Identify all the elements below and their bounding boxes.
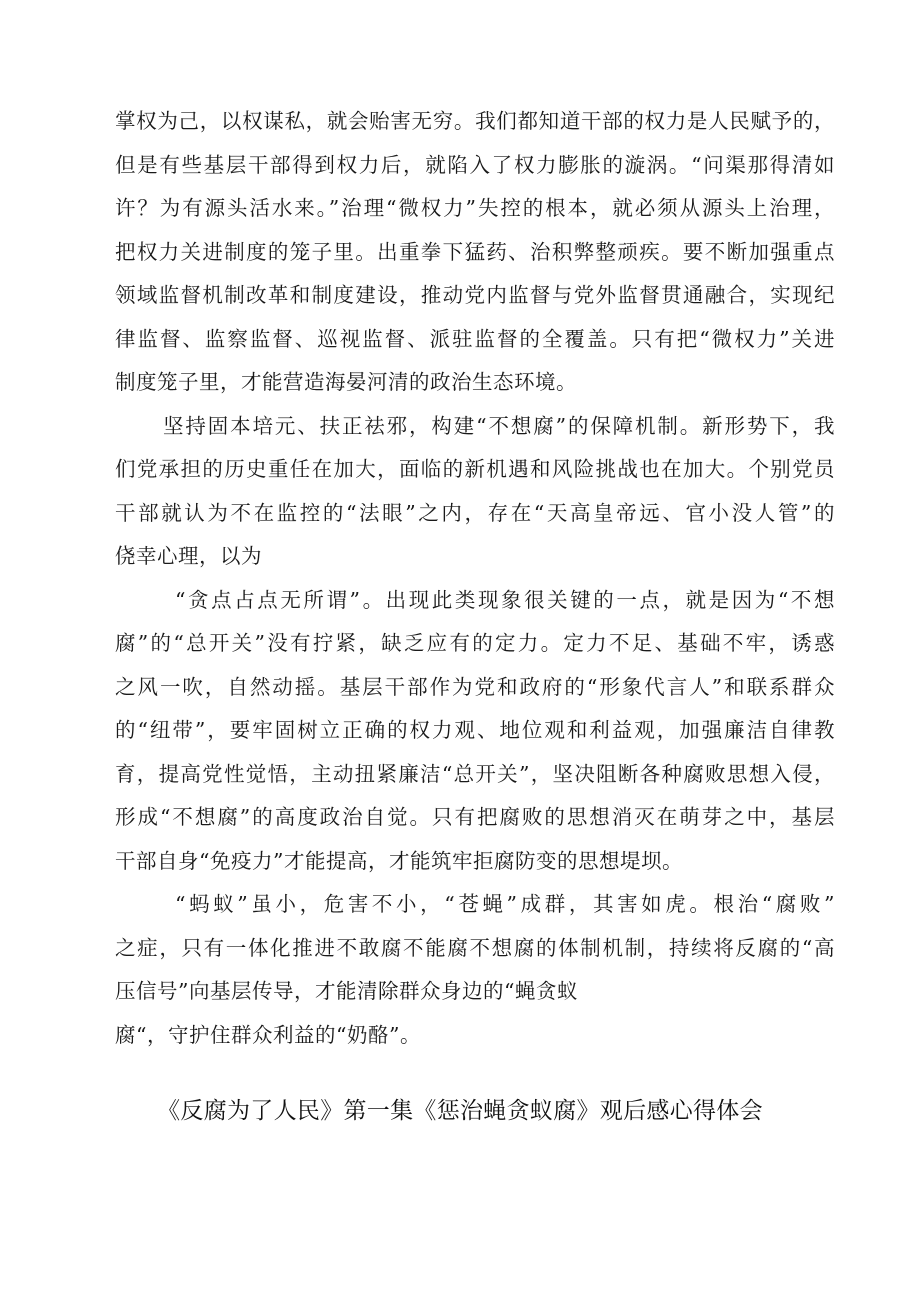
text-line: 掌权为己，以权谋私，就会贻害无穷。我们都知道干部的权力是人民赋予的， (115, 109, 835, 133)
text-line: 之症，只有一体化推进不敢腐不能腐不想腐的体制机制，持续将反腐的“高 (115, 935, 835, 960)
text-line: 制度笼子里，才能营造海晏河清的政治生态环境。 (115, 370, 577, 394)
paragraph-first-line: “蚂蚁”虽小，危害不小，“苍蝇”成群，其害如虎。根治“腐败” (175, 892, 835, 916)
text-line: 许？为有源头活水来。”治理“微权力”失控的根本，就必须从源头上治理， (115, 196, 835, 220)
text-line: 们党承担的历史重任在加大，面临的新机遇和风险挑战也在加大。个别党员 (115, 457, 835, 481)
text-line: 压信号”向基层传导，才能清除群众身边的“蝇贪蚁 (115, 979, 578, 1003)
text-line: 腐“，守护住群众利益的“奶酪”。 (115, 1022, 421, 1047)
paragraph-first-line: 坚持固本培元、扶正祛邪，构建“不想腐”的保障机制。新形势下，我 (163, 413, 835, 438)
text-line: 律监督、监察监督、巡视监督、派驻监督的全覆盖。只有把“微权力”关进 (115, 326, 835, 351)
document-title: 《反腐为了人民》第一集《惩治蝇贪蚁腐》观后感心得体会 (157, 1098, 763, 1124)
text-line: 干部就认为不在监控的“法眼”之内，存在“天高皇帝远、官小没人管”的 (115, 500, 835, 525)
text-line: 但是有些基层干部得到权力后，就陷入了权力膨胀的漩涡。“问渠那得清如 (115, 152, 835, 177)
text-line: 侥幸心理，以为 (115, 544, 262, 568)
text-line: 领域监督机制改革和制度建设，推动党内监督与党外监督贯通融合，实现纪 (115, 283, 835, 307)
text-line: 把权力关进制度的笼子里。出重拳下猛药、治积弊整顽疾。要不断加强重点 (115, 239, 835, 264)
text-line: 育，提高党性觉悟，主动扭紧廉洁“总开关”，坚决阻断各种腐败思想入侵， (115, 761, 835, 786)
text-line: 干部自身“免疫力”才能提高，才能筑牢拒腐防变的思想堤坝。 (115, 848, 683, 873)
text-line: 之风一吹，自然动摇。基层干部作为党和政府的“形象代言人”和联系群众 (115, 674, 835, 699)
text-line: 腐”的“总开关”没有拧紧，缺乏应有的定力。定力不足、基础不牢，诱惑 (115, 631, 835, 655)
text-line: 的“纽带”，要牢固树立正确的权力观、地位观和利益观，加强廉洁自律教 (115, 718, 835, 742)
article-body (115, 100, 835, 1057)
text-line: 形成“不想腐”的高度政治自觉。只有把腐败的思想消灭在萌芽之中，基层 (115, 805, 835, 829)
paragraph-first-line: “贪点占点无所谓”。出现此类现象很关键的一点，就是因为“不想 (175, 587, 835, 612)
